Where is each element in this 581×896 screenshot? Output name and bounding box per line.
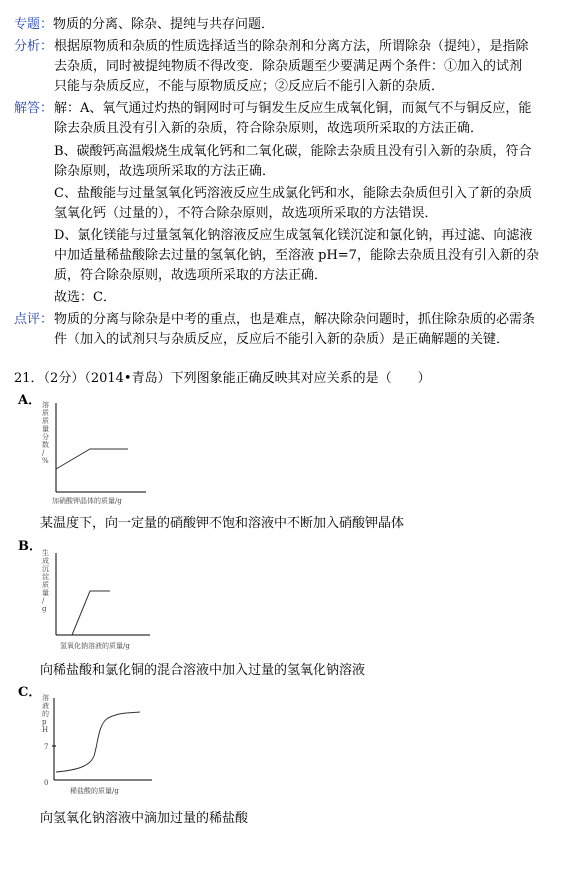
analysis-line: 只能与杂质反应，不能与原物质反应；②反应后不能引入新的杂质．: [54, 79, 445, 94]
solution-line: D、氯化镁能与过量氢氧化钠溶液反应生成氢氧化镁沉淀和氯化钠，再过滤、向滤液: [54, 228, 533, 243]
option-letter: B．: [18, 539, 42, 554]
option-caption: 某温度下，向一定量的硝酸钾不饱和溶液中不断加入硝酸钾晶体: [40, 516, 405, 531]
question-stem: 21．（2分）（2014•青岛）下列图象能正确反映其对应关系的是（ ）: [14, 371, 431, 386]
solution-line: 氢氧化钙（过量的），不符合除杂原则，故选项所采取的方法错误．: [54, 206, 438, 221]
graph-b-curve: [72, 591, 110, 635]
solution-line: 解：A、氧气通过灼热的铜网时可与铜发生反应生成氧化铜，而氮气不与铜反应，能: [54, 101, 532, 116]
graph-c-ytick: 7: [44, 743, 49, 751]
graph-a-xlabel: 加硝酸钾晶体的质量/g: [52, 497, 122, 505]
solution-line: 除杂原则，故选项所采取的方法正确．: [54, 164, 276, 179]
graph-c-curve: [56, 712, 140, 772]
analysis-line: 根据原物质和杂质的性质选择适当的除杂剂和分离方法，所谓除杂（提纯），是指除: [54, 39, 529, 54]
graph-c-ylabel: 溶液的 p H: [42, 694, 49, 734]
option-caption: 向稀盐酸和氯化铜的混合溶液中加入过量的氢氧化钠溶液: [40, 663, 366, 678]
topic-text: 物质的分离、除杂、提纯与共存问题．: [53, 17, 275, 32]
topic-row: [14, 16, 274, 34]
graph-b: [38, 545, 158, 653]
comment-line: 物质的分离与除杂是中考的重点，也是难点，解决除杂问题时，抓住除杂质的必需条: [54, 312, 536, 327]
comment-line: 件（加入的试剂只与杂质反应，反应后不能引入新的杂质）是正确解题的关键．: [54, 332, 510, 347]
solution-line: 除去杂质且没有引入新的杂质，符合除杂原则，故选项所采取的方法正确．: [54, 121, 484, 136]
graph-b-ylabel: 生成沉淀质量/ g: [42, 549, 49, 613]
solution-line: C、盐酸能与过量氢氧化钙溶液反应生成氯化钙和水，能除去杂质但引入了新的杂质: [54, 186, 532, 201]
topic-tag: 专题：: [14, 17, 54, 32]
analysis-line: 去杂质，同时被提纯物质不得改变．除杂质题至少要满足两个条件：①加入的试剂: [54, 59, 523, 74]
graph-c: [38, 690, 158, 800]
comment-tag: 点评：: [14, 312, 54, 327]
option-letter: A．: [18, 393, 42, 408]
graph-a: [38, 397, 148, 505]
graph-a-curve: [56, 449, 128, 469]
solution-line: 质，符合除杂原则，故选项所采取的方法正确．: [54, 268, 328, 283]
analysis-tag: 分析：: [14, 39, 54, 54]
graph-a-ylabel: 溶质质量分数/ %: [42, 401, 49, 465]
graph-c-xlabel: 稀盐酸的质量/g: [70, 787, 119, 795]
solution-line: 中加适量稀盐酸除去过量的氢氧化钠，至溶液 pH=7，能除去杂质且没有引入新的杂: [54, 248, 539, 263]
solution-line: 故选：C．: [54, 290, 116, 305]
solution-line: B、碳酸钙高温煅烧生成氧化钙和二氧化碳，能除去杂质且没有引入新的杂质，符合: [54, 144, 532, 159]
option-letter: C．: [18, 685, 42, 700]
graph-c-origin: 0: [44, 779, 49, 787]
graph-b-xlabel: 氢氧化钠溶液的质量/g: [60, 642, 130, 650]
solution-tag: 解答：: [14, 101, 54, 116]
option-caption: 向氢氧化钠溶液中滴加过量的稀盐酸: [40, 811, 249, 826]
